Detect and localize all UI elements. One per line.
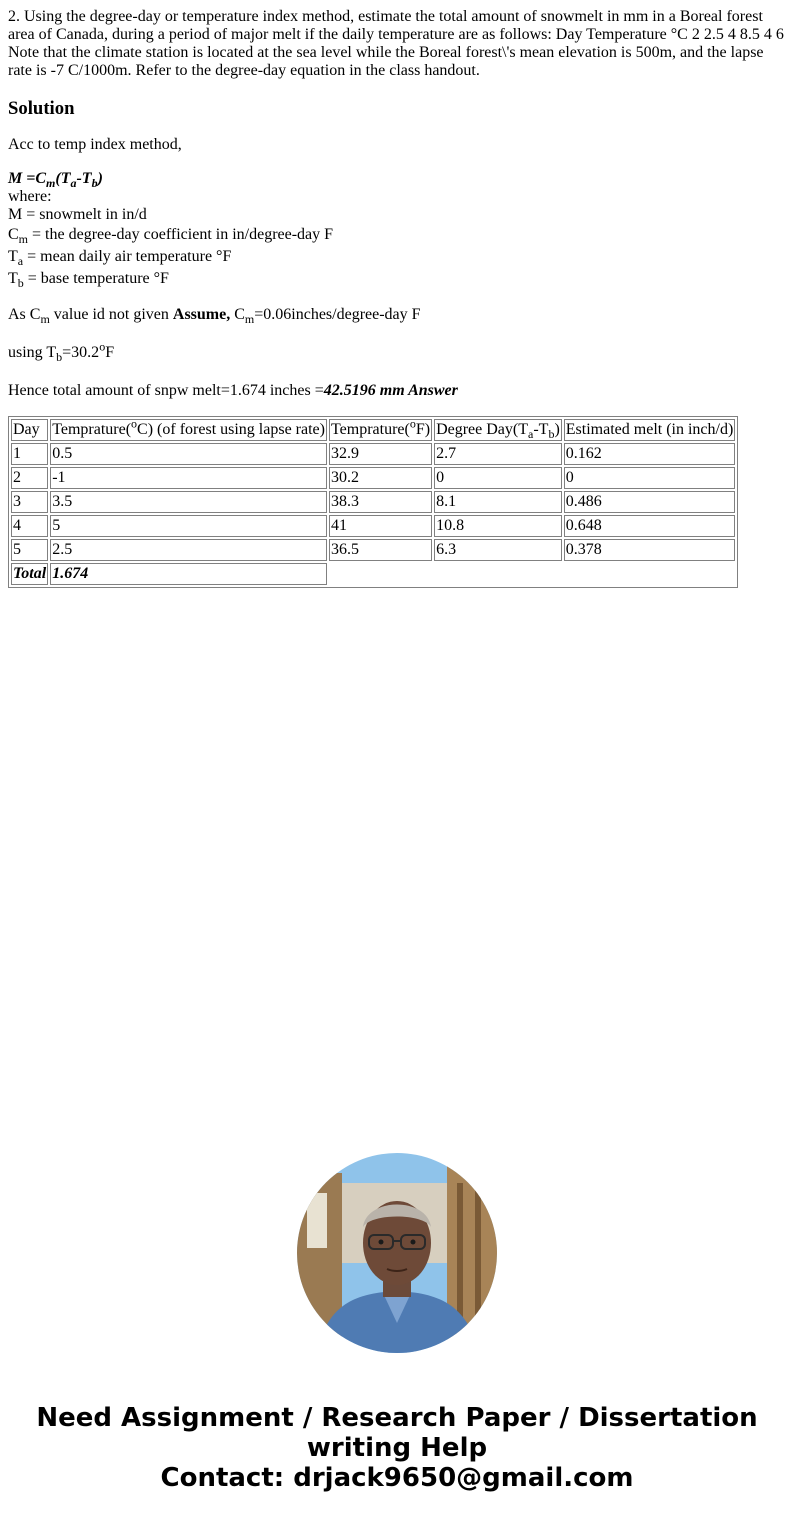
cell-day: 1 [11, 443, 48, 465]
cell-temp-f: 32.9 [329, 443, 432, 465]
header-day: Day [11, 419, 48, 441]
table-header-row [11, 419, 735, 441]
cell-temp-c: 0.5 [50, 443, 327, 465]
document-content [8, 8, 786, 588]
person-photo-avatar [297, 1153, 497, 1353]
cell-day: 2 [11, 467, 48, 489]
where-label: where: [8, 188, 52, 205]
definition-m: M = snowmelt in in/d [8, 206, 147, 223]
cell-melt: 0.486 [564, 491, 736, 513]
cell-temp-c: 5 [50, 515, 327, 537]
portrait-image [297, 1153, 497, 1353]
cell-temp-f: 38.3 [329, 491, 432, 513]
cell-day: 5 [11, 539, 48, 561]
header-melt: Estimated melt (in inch/d) [564, 419, 736, 441]
assume-coefficient: As $C_m$ value id not given Assume, $C_m=0.06inches/degree$-day F [8, 306, 421, 327]
question-text: 2. Using the degree-day or temperature index method, estimate the total amount of snowmelt in mm in a Boreal forest area of Canada, during a period of major melt if the daily temperature are as follows: Day Temperature °C 2 2.5 4 8.5 4 6 Note that the climate station is located at the sea level while the Boreal forest\'s mean elevation is 500m, and the lapse rate is -7 C/1000m. Refer to the degree-day equation in the class handout. [8, 8, 784, 79]
definition-tb: $T_b$ = base temperature °F [8, 270, 169, 291]
promo-banner [0, 1403, 794, 1493]
cell-day: 4 [11, 515, 48, 537]
table-row [11, 515, 735, 537]
definition-cm: $C_m$ = the degree-day coefficient in in/degree-day F [8, 226, 334, 247]
cell-melt: 0.162 [564, 443, 736, 465]
solution-heading: Solution [8, 98, 75, 119]
final-answer: Hence total amount of snpw melt=1.674 inches =42.5196 mm Answer [8, 382, 458, 399]
header-degree-day: Degree $Day(T_a-T_b)$ [436, 421, 560, 442]
table-row [11, 467, 735, 489]
promo-line-1: Need Assignment / Research Paper / Dissertation [36, 1403, 758, 1433]
table-row [11, 443, 735, 465]
degree-day-formula: $M =C_m(T_a-T_b)$ [8, 170, 103, 191]
cell-degree-day: 0 [434, 467, 562, 489]
table-row [11, 539, 735, 561]
melt-table [8, 416, 738, 588]
definition-ta: $T_a$ = mean daily air temperature °F [8, 248, 232, 269]
cell-degree-day: 8.1 [434, 491, 562, 513]
header-temp-f: Temprature($^o$F) [329, 419, 432, 441]
cell-temp-c: 3.5 [50, 491, 327, 513]
base-temperature: using $T_b=30.2^oF$ [8, 339, 115, 365]
table-total-row [11, 563, 735, 585]
cell-temp-c: -1 [50, 467, 327, 489]
promo-line-2: writing Help [306, 1433, 488, 1463]
cell-temp-c: 2.5 [50, 539, 327, 561]
method-intro: Acc to temp index method, [8, 136, 182, 153]
header-temp-c: Temprature($^o$C) (of forest using lapse rate) [50, 419, 327, 441]
cell-melt: 0.378 [564, 539, 736, 561]
total-value: 1.674 [50, 563, 327, 585]
variable-definitions [8, 188, 786, 290]
promo-contact: Contact: drjack9650@gmail.com [160, 1463, 634, 1493]
cell-temp-f: 41 [329, 515, 432, 537]
cell-melt: 0.648 [564, 515, 736, 537]
table-row [11, 491, 735, 513]
cell-degree-day: 10.8 [434, 515, 562, 537]
cell-temp-f: 30.2 [329, 467, 432, 489]
cell-degree-day: 6.3 [434, 539, 562, 561]
total-label: Total [11, 563, 48, 585]
cell-degree-day: 2.7 [434, 443, 562, 465]
cell-melt: 0 [564, 467, 736, 489]
cell-temp-f: 36.5 [329, 539, 432, 561]
cell-day: 3 [11, 491, 48, 513]
